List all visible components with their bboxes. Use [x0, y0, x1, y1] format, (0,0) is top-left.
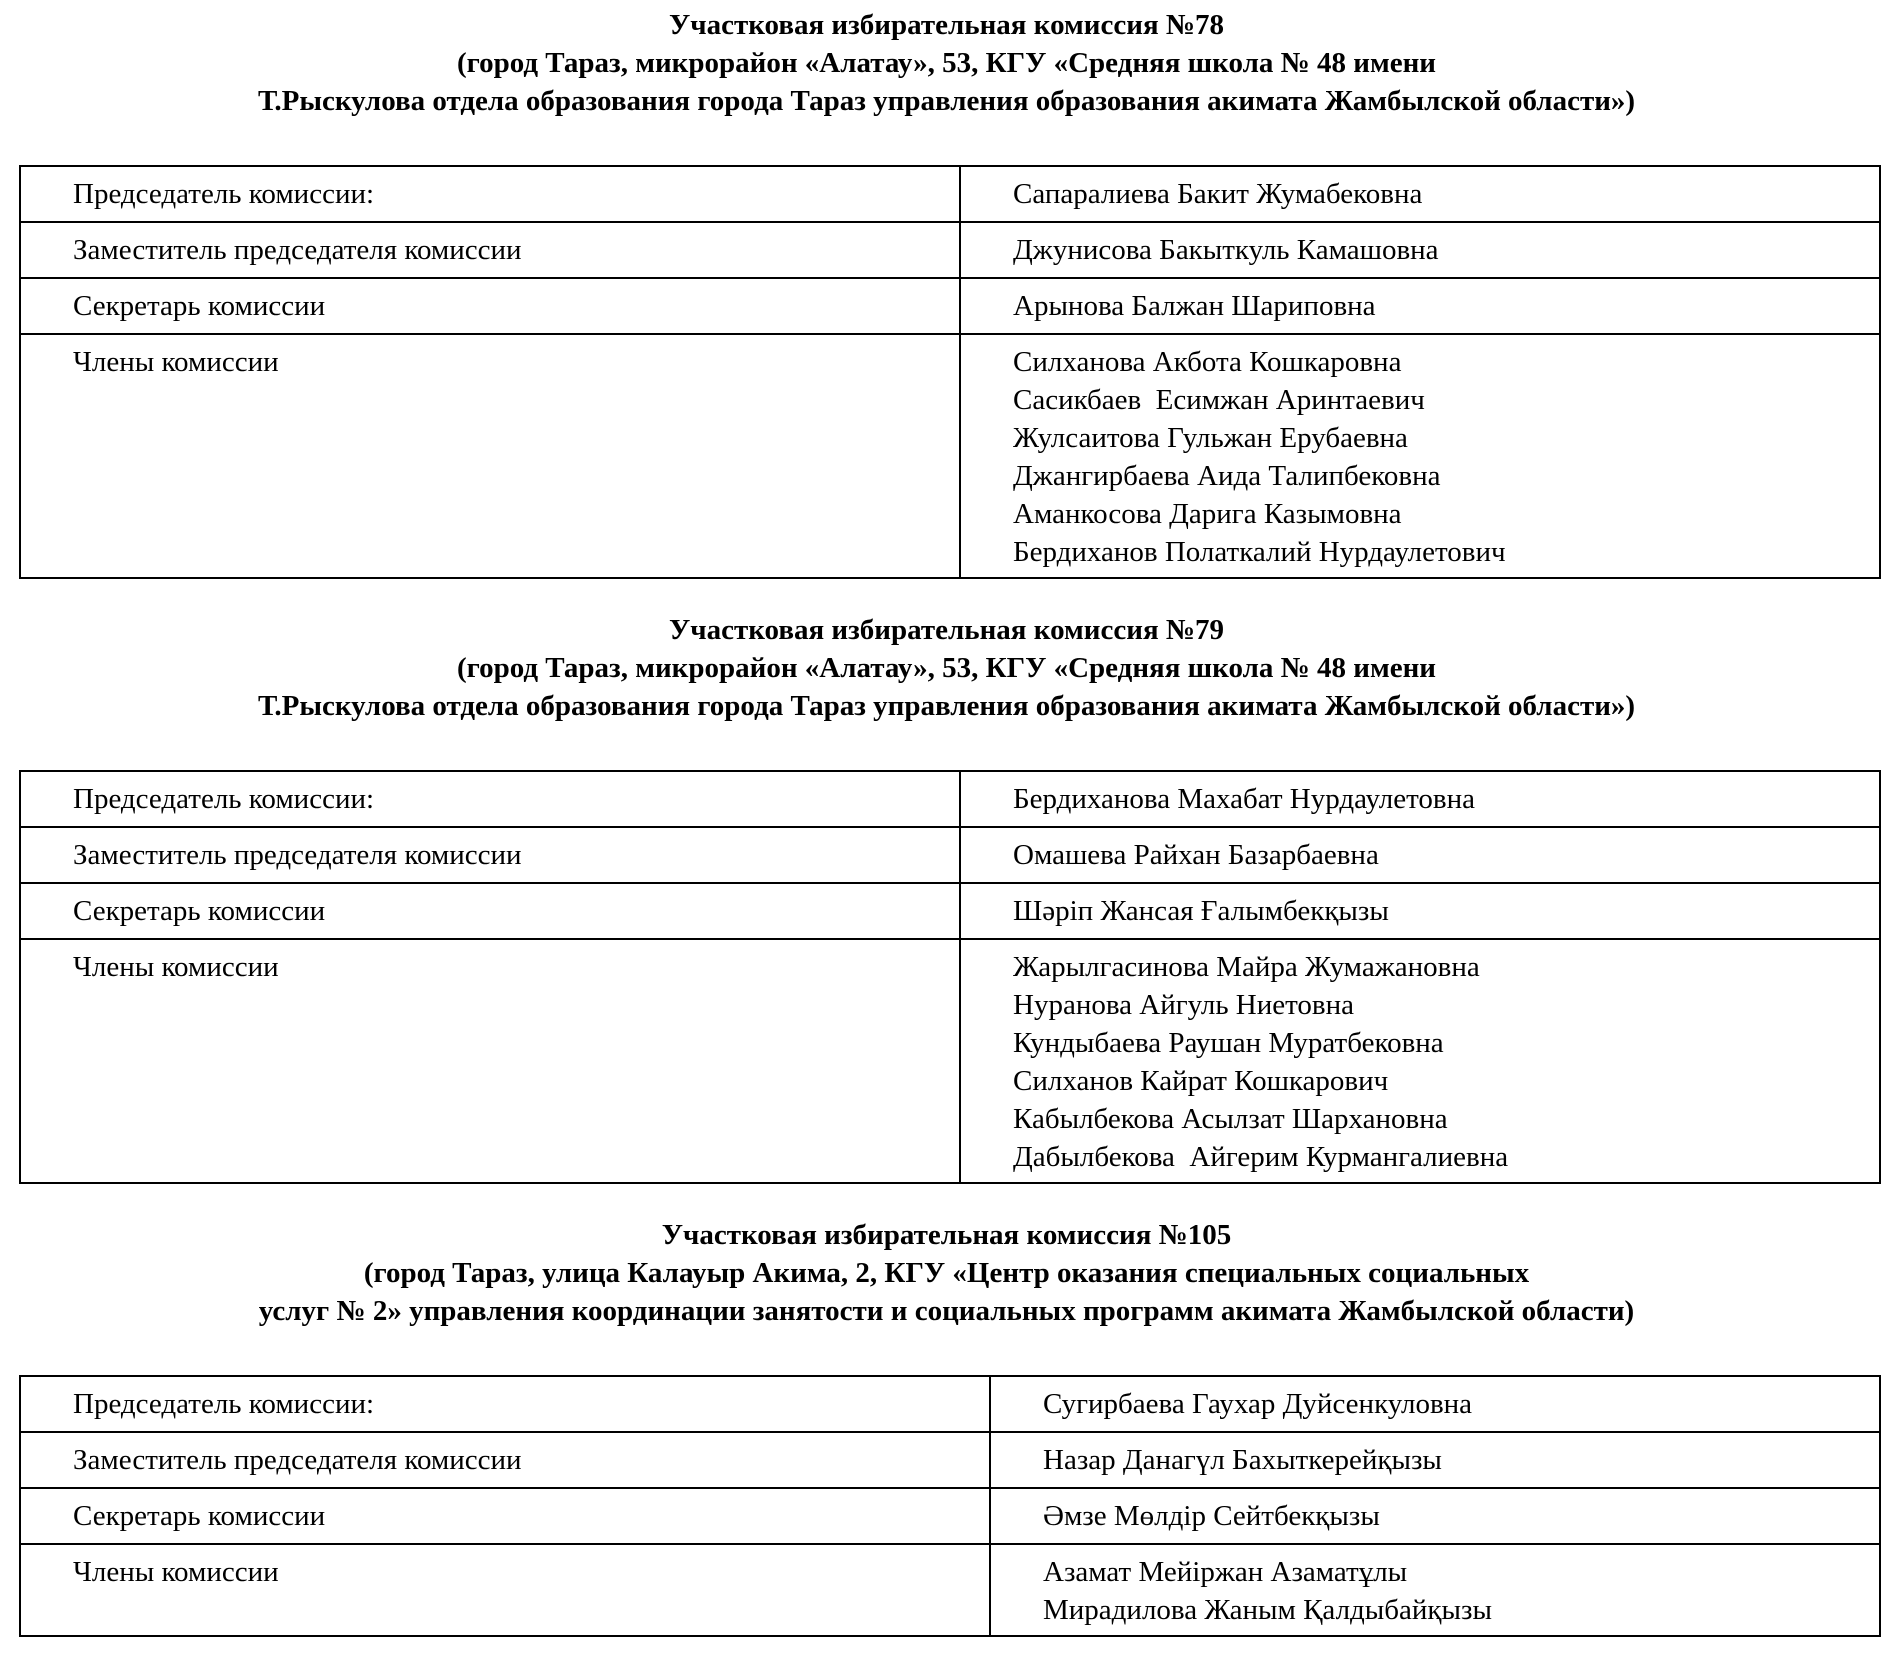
table-row-deputy: [20, 827, 1880, 883]
role-cell: Секретарь комиссии: [20, 883, 960, 939]
role-cell: Члены комиссии: [20, 334, 960, 578]
role-cell: Председатель комиссии:: [20, 166, 960, 222]
name-cell: Әмзе Мөлдір Сейтбекқызы: [990, 1488, 1880, 1544]
commission-heading: [0, 1216, 1893, 1330]
role-cell: Председатель комиссии:: [20, 771, 960, 827]
names-list-cell: [960, 939, 1880, 1183]
member-name: Силханов Кайрат Кошкарович: [1013, 1065, 1389, 1097]
role-cell: Заместитель председателя комиссии: [20, 827, 960, 883]
heading-line-address-cont: Т.Рыскулова отдела образования города Тараз управления образования акимата Жамбылской области»): [257, 85, 1636, 117]
member-name: Мирадилова Жаным Қалдыбайқызы: [1043, 1594, 1492, 1626]
name-cell: Сугирбаева Гаухар Дуйсенкуловна: [990, 1376, 1880, 1432]
table-row-chairman: [20, 1376, 1880, 1432]
name-cell: Омашева Райхан Базарбаевна: [960, 827, 1880, 883]
member-name: Кундыбаева Раушан Муратбековна: [1013, 1027, 1444, 1059]
name-cell: Арынова Балжан Шариповна: [960, 278, 1880, 334]
table-row-chairman: [20, 771, 1880, 827]
name-cell: Джунисова Бакыткуль Камашовна: [960, 222, 1880, 278]
member-name: Азамат Мейіржан Азаматұлы: [1043, 1556, 1408, 1588]
table-row-secretary: [20, 278, 1880, 334]
role-cell: Члены комиссии: [20, 939, 960, 1183]
heading-line-address-cont: услуг № 2» управления координации занятости и социальных программ акимата Жамбылской области): [258, 1295, 1635, 1327]
member-name: Сасикбаев Есимжан Аринтаевич: [1013, 384, 1425, 416]
heading-line-address: (город Тараз, микрорайон «Алатау», 53, КГУ «Средняя школа № 48 имени: [456, 652, 1437, 684]
commission-heading: [0, 611, 1893, 725]
commission-heading: [0, 6, 1893, 120]
role-cell: Секретарь комиссии: [20, 1488, 990, 1544]
heading-line-address: (город Тараз, улица Калауыр Акима, 2, КГУ «Центр оказания специальных социальных: [363, 1257, 1530, 1289]
role-cell: Секретарь комиссии: [20, 278, 960, 334]
member-name: Жулсаитова Гульжан Ерубаевна: [1013, 422, 1408, 454]
member-name: Жарылгасинова Майра Жумажановна: [1013, 951, 1480, 983]
table-row-deputy: [20, 222, 1880, 278]
member-name: Дабылбекова Айгерим Курмангалиевна: [1013, 1141, 1509, 1173]
heading-line-title: Участковая избирательная комиссия №79: [668, 614, 1225, 646]
name-cell: Сапаралиева Бакит Жумабековна: [960, 166, 1880, 222]
member-name: Аманкосова Дарига Казымовна: [1013, 498, 1402, 530]
role-cell: Члены комиссии: [20, 1544, 990, 1636]
heading-line-address-cont: Т.Рыскулова отдела образования города Тараз управления образования акимата Жамбылской области»): [257, 690, 1636, 722]
table-row-chairman: [20, 166, 1880, 222]
names-list-cell: [960, 334, 1880, 578]
table-row-deputy: [20, 1432, 1880, 1488]
member-name: Силханова Акбота Кошкаровна: [1013, 346, 1402, 378]
table-row-members: [20, 334, 1880, 578]
table-row-secretary: [20, 883, 1880, 939]
table-row-secretary: [20, 1488, 1880, 1544]
name-cell: Бердиханова Махабат Нурдаулетовна: [960, 771, 1880, 827]
table-row-members: [20, 939, 1880, 1183]
role-cell: Заместитель председателя комиссии: [20, 222, 960, 278]
name-cell: Назар Данагүл Бахыткерейқызы: [990, 1432, 1880, 1488]
role-cell: Председатель комиссии:: [20, 1376, 990, 1432]
heading-line-title: Участковая избирательная комиссия №78: [668, 9, 1225, 41]
commission-table: [19, 1375, 1881, 1637]
name-cell: Шәріп Жансая Ғалымбекқызы: [960, 883, 1880, 939]
role-cell: Заместитель председателя комиссии: [20, 1432, 990, 1488]
names-list-cell: [990, 1544, 1880, 1636]
member-name: Нуранова Айгуль Ниетовна: [1013, 989, 1355, 1021]
member-name: Джангирбаева Аида Талипбековна: [1013, 460, 1441, 492]
heading-line-title: Участковая избирательная комиссия №105: [661, 1219, 1232, 1251]
table-row-members: [20, 1544, 1880, 1636]
commission-table: [19, 165, 1881, 579]
member-name: Бердиханов Полаткалий Нурдаулетович: [1013, 536, 1506, 568]
member-name: Кабылбекова Асылзат Шархановна: [1013, 1103, 1448, 1135]
heading-line-address: (город Тараз, микрорайон «Алатау», 53, КГУ «Средняя школа № 48 имени: [456, 47, 1437, 79]
commission-table: [19, 770, 1881, 1184]
